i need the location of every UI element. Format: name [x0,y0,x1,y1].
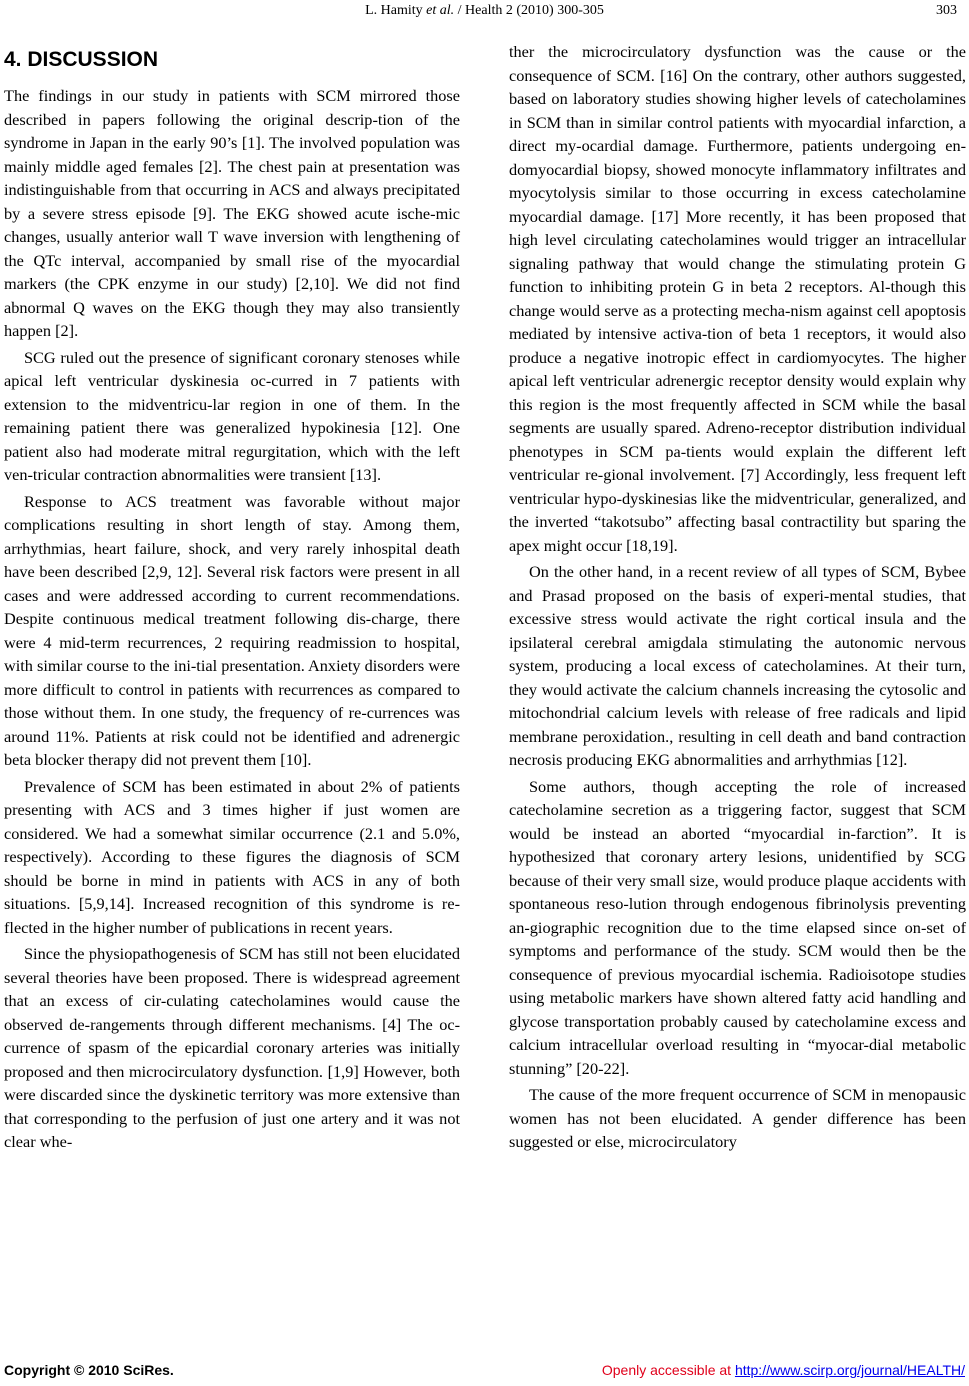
header-journal: / Health 2 (2010) 300-305 [454,3,604,18]
journal-url-link[interactable]: http://www.scirp.org/journal/HEALTH/ [734,1362,965,1378]
running-header-citation [0,2,969,20]
section-heading: 4. DISCUSSION [4,48,159,71]
open-access-notice [602,1362,965,1378]
open-access-label: Openly accessible at [601,1362,735,1378]
page-number: 303 [936,3,957,18]
paragraph: Some authors, though accepting the role of increased catecholamine secretion as a triggering factor, suggest that SCM would be instead an aborted “myocardial in-farction”. It is hypothesized that coronary artery lesions, unidentified by SCG because of their very small size, would produce plaque accidents with spontaneous reso-lution through endogenous fibrinolysis preventing an-giographic recognition due to the time elapsed since on-set of symptoms and performance of the study. SCM would then be the consequence of previous myocardial ischemia. Radioisotope studies using metabolic markers have shown altered fatty acid handling and glycose transportation probably caused by catecholamine excess and calcium intracellular overload resulting in “myocar-dial metabolic stunning” [20-22]. [509,776,966,1078]
paragraph: Since the physiopathogenesis of SCM has still not been elucidated several theories have been proposed. There is widespread agreement that an excess of cir-culating catecholamines would cause the observed de-rangements through different mechanisms. [4] The oc-currence of spasm of the epicardial coronary arteries was initially proposed and then microcirculatory dysfunction. [1,9] However, both were discarded since the dyskinetic territory was more extensive than that corresponding to the perfusion of just one artery and it was not clear whe- [4,944,460,1151]
header-authors: L. Hamity [365,3,427,18]
right-column [509,40,966,1157]
paragraph: SCG ruled out the presence of significant coronary stenoses while apical left ventricular dyskinesia oc-curred in 7 patients with extension to the midventricu-lar region in one of them. In the remaining patient there was generalized hypokinesia [12]. One patient also had moderate mitral regurgitation, which with the left ven-tricular contraction abnormalities were transient [13]. [4,347,460,484]
copyright-notice: Copyright © 2010 SciRes. [4,1362,174,1378]
left-column [4,40,460,1157]
paragraph: Prevalence of SCM has been estimated in about 2% of patients presenting with ACS and 3 times higher if just women are considered. We had a somewhat similar occurrence (2.1 and 5.0%, respectively). According to these figures the diagnosis of SCM should be borne in mind in patients with ACS in any of both situations. [5,9,14]. Increased recognition of this syndrome is re-flected in the higher number of publications in recent years. [4,776,460,937]
header-et-al: et al. [426,3,455,18]
paragraph: On the other hand, in a recent review of all types of SCM, Bybee and Prasad proposed on the basis of experi-mental studies, that excessive stress would activate the right cortical insula and the ipsilateral cerebral amigdala stimulating the autonomic nervous system, producing a local excess of catecholamines. At their turn, they would activate the calcium channels increasing the cytosolic and mitochondrial calcium levels with release of free radicals and lipid membrane peroxidation., resulting in cell death and band contraction necrosis producing EKG abnormalities and arrhythmias [12]. [509,562,966,769]
paragraph: The findings in our study in patients with SCM mirrored those described in papers following the original descrip-tion of the syndrome in Japan in the early 90’s [1]. The involved population was mainly middle aged females [2]. The chest pain at presentation was indistinguishable from that occurring in ACS and always precipitated by a severe stress episode [9]. The EKG showed acute ische-mic changes, usually anterior wall T wave inversion with lengthening of the QTc interval, accompanied by small rise of the myocardial markers (the CPK enzyme in our study) [2,10]. We did not find abnormal Q waves on the EKG though they may also transiently happen [2]. [4,86,460,340]
page-footer [0,1356,969,1386]
paragraph: Response to ACS treatment was favorable without major complications resulting in short length of stay. Among them, arrhythmias, heart failure, shock, and very rarely inhospital death have been described [2,9, 12]. Several risk factors were present in all cases and were addressed according to current recommendations. Despite continuous medical treatment following dis-charge, there were 4 mid-term recurrences, 2 requiring readmission to hospital, with similar course to the ini-tial presentation. Anxiety disorders were more difficult to control in patients with recurrences as compared to those without them. In one study, the frequency of re-currences was around 11%. Patients at risk could not be identified and adrenergic beta blocker therapy did not prevent them [10]. [4,491,460,769]
running-header [0,0,969,24]
paragraph: The cause of the more frequent occurrence of SCM in menopausic women has not been elucidated. A gender difference has been suggested or else, microcirculatory [509,1085,966,1151]
paragraph: ther the microcirculatory dysfunction was the cause or the consequence of SCM. [16] On the contrary, other authors suggested, based on laboratory studies showing higher levels of catecholamines in SCM than in similar control patients with myocardial infarction, a direct my-ocardial damage. Furthermore, patients undergoing en-domyocardial biopsy, showed monocyte inflammatory infiltrates and myocytolysis similar to those occurring in excess catecholamine myocardial damage. [17] More recently, it has been proposed that high level circulating catecholamines would trigger an intracellular signaling pathway that would change the stimulating protein G function to inhibiting protein G in beta 2 receptors. Al-though this change would serve as a protecting mecha-nism against cell apoptosis mediated by intensive activa-tion of beta 1 receptors, it would also produce a negative inotropic effect in cardiomyocytes. The higher apical left ventricular adrenergic receptor density would explain why this region is the most frequently affected in SCM while the basal segments are usually spared. Adreno-receptor distribution individual phenotypes in SCM pa-tients would explain the different left ventricular re-gional involvement. [7] Accordingly, less frequent left ventricular hypo-dyskinesias like the midventricular, generalized, and the inverted “takotsubo” affecting basal contractility but sparing the apex might occur [18,19]. [509,42,966,555]
